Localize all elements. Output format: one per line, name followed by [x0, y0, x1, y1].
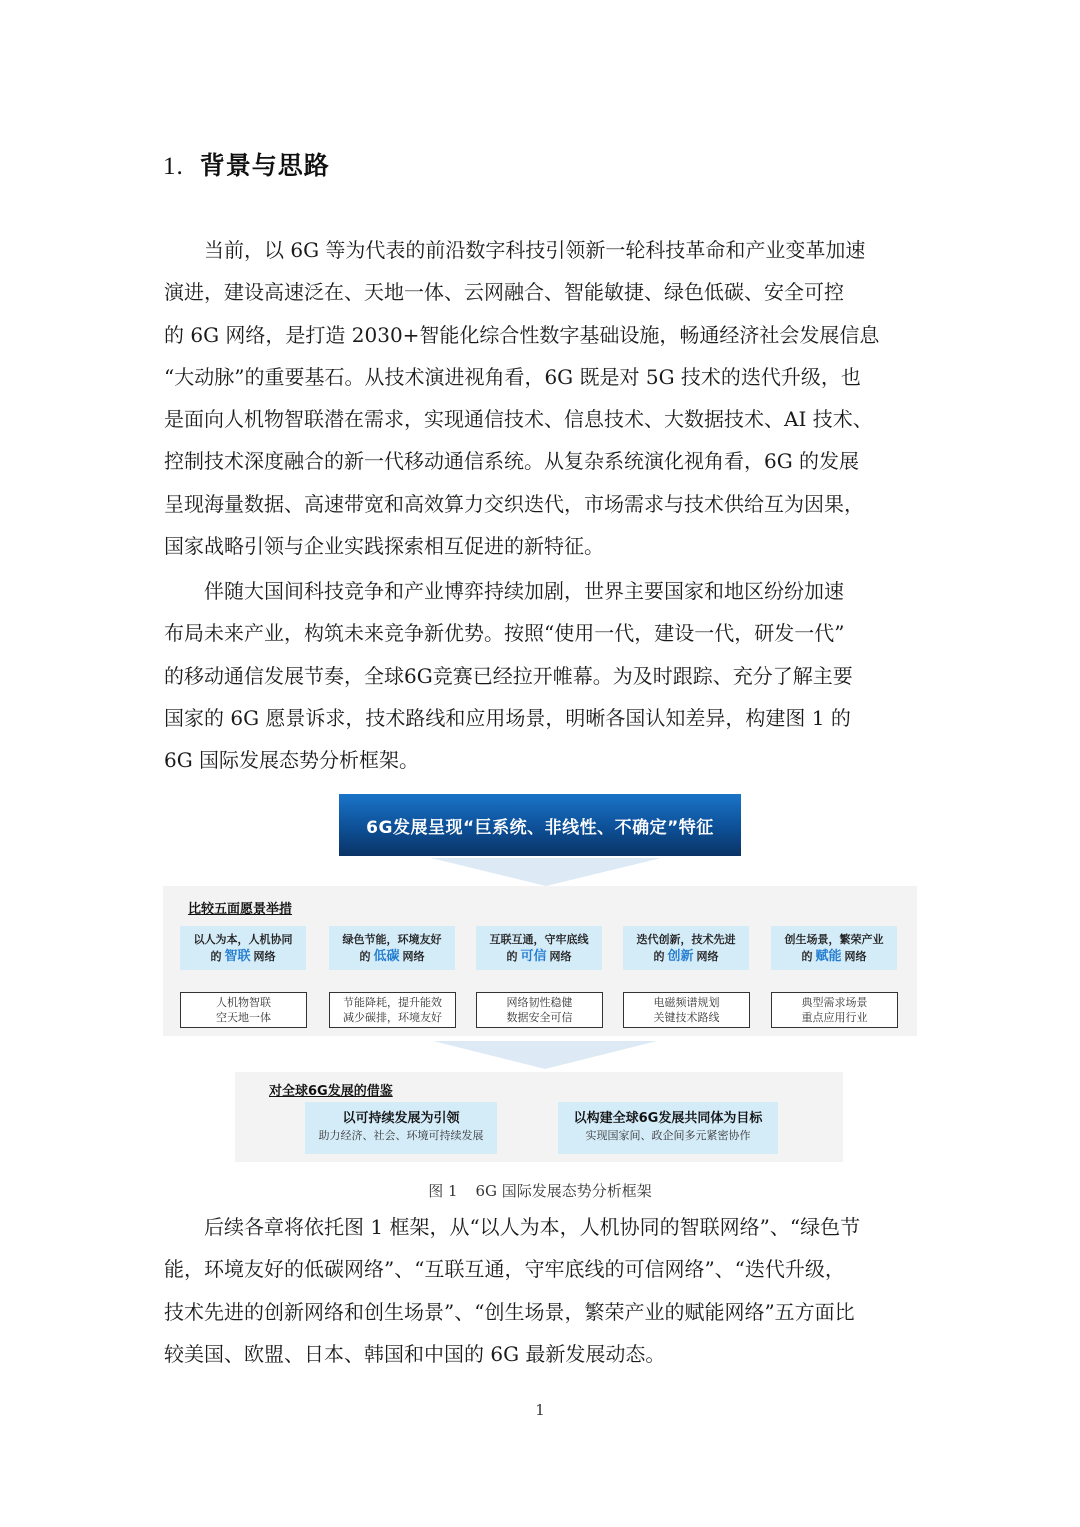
vision-line: 绿色节能，环境友好 — [342, 933, 442, 946]
figure-caption — [0, 1180, 1080, 1201]
paragraph-line: 的移动通信发展节奏，全球6G竞赛已经拉开帷幕。为及时跟踪、充分了解主要 — [164, 663, 853, 688]
paragraph-line: “大动脉”的重要基石。从技术演进视角看，6G 既是对 5G 技术的迭代升级，也 — [164, 364, 861, 389]
vision-line: 互联互通，守牢底线 — [489, 933, 589, 946]
vision-highlight: 低碳 — [373, 949, 400, 964]
measure-box: 典型需求场景 重点应用行业 — [771, 992, 898, 1028]
measure-box: 节能降耗，提升能效 减少碳排，环境友好 — [329, 992, 456, 1028]
paragraph-background — [164, 229, 924, 567]
paragraph-line: 6G 国际发展态势分析框架。 — [164, 748, 420, 773]
paragraph-line: 呈现海量数据、高速带宽和高效算力交织迭代，市场需求与技术供给互为因果， — [164, 491, 864, 516]
section-title: 背景与思路 — [199, 151, 330, 180]
vision-highlight: 智联 — [224, 949, 251, 964]
paragraph-line: 的 6G 网络，是打造 2030+智能化综合性数字基础设施，畅通经济社会发展信息 — [164, 322, 880, 347]
vision-box-enabling: 创生场景，繁荣产业 的 赋能 网络 — [771, 926, 897, 970]
framework-diagram — [163, 790, 917, 1164]
arrow-down-icon — [433, 1041, 657, 1069]
vision-line: 迭代创新，技术先进 — [636, 933, 736, 946]
diagram-banner: 6G发展呈现“巨系统、非线性、不确定”特征 — [339, 794, 741, 856]
vision-line: 创生场景，繁荣产业 — [784, 933, 884, 946]
paragraph-line: 较美国、欧盟、日本、韩国和中国的 6G 最新发展动态。 — [164, 1341, 666, 1366]
paragraph-outline — [164, 1206, 924, 1375]
vision-box-innovation: 迭代创新，技术先进 的 创新 网络 — [623, 926, 749, 970]
measure-box: 网络韧性稳健 数据安全可信 — [476, 992, 603, 1028]
figure-title: 6G 国际发展态势分析框架 — [475, 1182, 652, 1200]
vision-highlight: 可信 — [520, 949, 547, 964]
paragraph-line: 布局未来产业，构筑未来竞争新优势。按照“使用一代，建设一代，研发一代” — [164, 621, 845, 646]
reference-panel — [235, 1072, 843, 1162]
vision-box-smart: 以人为本，人机协同 的 智联 网络 — [180, 926, 306, 970]
measure-box: 人机物智联 空天地一体 — [180, 992, 307, 1028]
vision-highlight: 赋能 — [815, 949, 842, 964]
vision-highlight: 创新 — [667, 949, 694, 964]
paragraph-line: 能，环境友好的低碳网络”、“互联互通，守牢底线的可信网络”、“迭代升级， — [164, 1257, 845, 1282]
paragraph-line: 是面向人机物智联潜在需求，实现通信技术、信息技术、大数据技术、AI 技术、 — [164, 407, 873, 432]
paragraph-line: 国家战略引领与企业实践探索相互促进的新特征。 — [164, 534, 604, 559]
paragraph-line: 控制技术深度融合的新一代移动通信系统。从复杂系统演化视角看，6G 的发展 — [164, 449, 860, 474]
goal-box-sustainable: 以可持续发展为引领 助力经济、社会、环境可持续发展 — [305, 1102, 497, 1154]
paragraph-line: 伴随大国间科技竞争和产业博弈持续加剧，世界主要国家和地区纷纷加速 — [204, 579, 844, 603]
paragraph-line: 技术先进的创新网络和创生场景”、“创生场景，繁荣产业的赋能网络”五方面比 — [164, 1299, 855, 1324]
figure-label: 图 1 — [428, 1182, 458, 1200]
paragraph-line: 演进，建设高速泛在、天地一体、云网融合、智能敏捷、绿色低碳、安全可控 — [164, 280, 844, 305]
vision-panel — [163, 886, 917, 1036]
vision-box-low-carbon: 绿色节能，环境友好 的 低碳 网络 — [329, 926, 455, 970]
section-heading — [163, 146, 330, 182]
paragraph-competition — [164, 570, 924, 781]
goal-box-community: 以构建全球6G发展共同体为目标 实现国家间、政企间多元紧密协作 — [558, 1102, 778, 1154]
measure-box: 电磁频谱规划 关键技术路线 — [623, 992, 750, 1028]
page-number: 1 — [535, 1401, 545, 1419]
vision-box-trusted: 互联互通，守牢底线 的 可信 网络 — [476, 926, 602, 970]
vision-line: 以人为本，人机协同 — [193, 933, 293, 946]
paragraph-line: 当前，以 6G 等为代表的前沿数字科技引领新一轮科技革命和产业变革加速 — [204, 238, 866, 262]
paragraph-line: 后续各章将依托图 1 框架，从“以人为本，人机协同的智联网络”、“绿色节 — [204, 1215, 861, 1239]
vision-panel-title: 比较五面愿景举措 — [188, 902, 293, 917]
reference-panel-title: 对全球6G发展的借鉴 — [269, 1084, 393, 1099]
paragraph-line: 国家的 6G 愿景诉求，技术路线和应用场景，明晰各国认知差异，构建图 1 的 — [164, 705, 851, 730]
arrow-down-icon — [431, 858, 661, 886]
section-number: 1. — [163, 153, 184, 180]
